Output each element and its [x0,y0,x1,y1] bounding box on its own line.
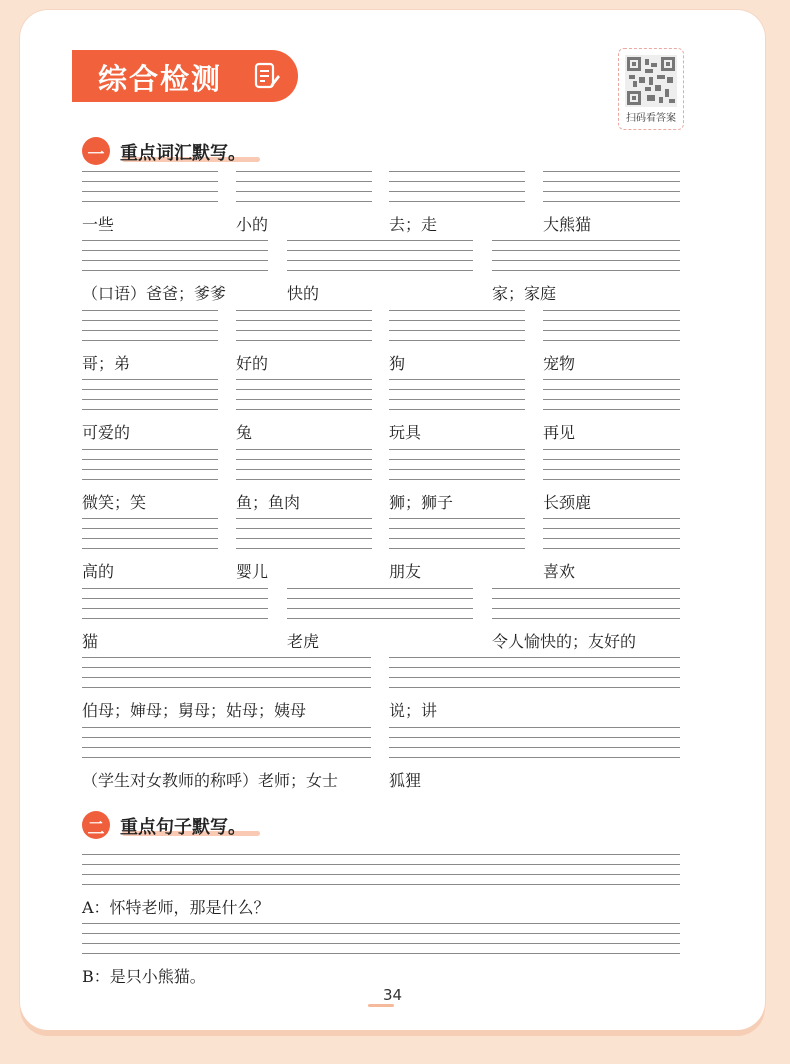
writing-line [389,479,525,480]
writing-line [82,923,680,924]
writing-line [389,449,525,450]
word-label: 猫 [82,632,99,651]
word-label: 朋友 [389,562,422,581]
section-1-heading [82,135,322,167]
writing-line [389,757,680,758]
writing-line [82,747,371,748]
writing-line [543,389,680,390]
writing-line [82,953,680,954]
writing-line [236,479,372,480]
writing-line [389,389,525,390]
writing-line [287,240,473,241]
writing-line [82,528,218,529]
word-label: 狮；狮子 [389,493,454,512]
writing-line [236,548,372,549]
writing-line [82,548,218,549]
writing-line [543,379,680,380]
writing-line [389,737,680,738]
writing-line [82,933,680,934]
writing-line [543,469,680,470]
writing-line [543,528,680,529]
writing-line [236,469,372,470]
writing-line [82,181,218,182]
writing-line [82,618,268,619]
writing-line [82,389,218,390]
writing-line [389,677,680,678]
word-label: （学生对女教师的称呼）老师；女士 [82,771,339,790]
writing-line [492,598,680,599]
writing-line [236,340,372,341]
writing-line [492,250,680,251]
writing-line [82,250,268,251]
writing-line [236,330,372,331]
writing-line [389,469,525,470]
writing-line [82,657,371,658]
word-label: 狐狸 [389,771,422,790]
writing-line [82,727,371,728]
writing-line [236,181,372,182]
writing-line [236,201,372,202]
writing-line [236,320,372,321]
writing-line [236,459,372,460]
writing-line [236,310,372,311]
word-label: 鱼；鱼肉 [236,493,301,512]
section-number: 一 [87,145,105,165]
writing-line [82,409,218,410]
writing-line [543,479,680,480]
writing-line [389,459,525,460]
word-label: 去；走 [389,215,438,234]
writing-line [82,201,218,202]
writing-line [389,528,525,529]
word-label: 可爱的 [82,423,131,442]
writing-line [82,469,218,470]
writing-line [492,270,680,271]
writing-line [82,608,268,609]
writing-line [236,389,372,390]
word-label: 婴儿 [236,562,269,581]
writing-line [287,608,473,609]
writing-line [82,667,371,668]
word-label: 好的 [236,354,269,373]
writing-line [287,270,473,271]
writing-line [389,687,680,688]
writing-line [543,399,680,400]
section-number: 二 [87,819,105,839]
writing-line [82,737,371,738]
writing-line [389,409,525,410]
writing-line [82,330,218,331]
writing-line [236,409,372,410]
writing-line [82,518,218,519]
worksheet-page [20,10,765,1030]
writing-line [543,171,680,172]
writing-line [287,260,473,261]
page-number-highlight [368,1004,394,1007]
writing-line [82,598,268,599]
page-title: 综合检测 [98,62,223,96]
writing-line [236,171,372,172]
writing-line [389,747,680,748]
writing-line [82,884,680,885]
writing-line [82,687,371,688]
word-label: 老虎 [287,632,320,651]
writing-line [389,538,525,539]
word-label: 大熊猫 [543,215,592,234]
writing-line [389,727,680,728]
writing-line [389,181,525,182]
writing-line [82,874,680,875]
writing-line [236,379,372,380]
writing-line [287,588,473,589]
writing-line [389,518,525,519]
word-label: 喜欢 [543,562,576,581]
word-label: 微笑；笑 [82,493,147,512]
qr-caption: 扫码看答案 [626,113,676,124]
writing-line [287,618,473,619]
word-label: 令人愉快的；友好的 [492,632,637,651]
word-label: 高的 [82,562,115,581]
word-label: 快的 [287,284,320,303]
writing-line [492,260,680,261]
writing-line [82,757,371,758]
writing-line [82,340,218,341]
writing-line [82,449,218,450]
writing-line [389,667,680,668]
page-number: 34 [382,986,403,1004]
section-2-heading [82,809,322,841]
sentence-label: A：怀特老师，那是什么？ [82,898,270,917]
writing-line [492,608,680,609]
writing-line [543,518,680,519]
writing-line [236,528,372,529]
word-label: 说；讲 [389,701,438,720]
qr-code-box[interactable] [618,48,684,130]
writing-line [543,310,680,311]
word-label: 狗 [389,354,406,373]
word-label: 再见 [543,423,576,442]
sentence-label: B：是只小熊猫。 [82,967,206,986]
writing-line [82,399,218,400]
writing-line [82,864,680,865]
writing-line [492,240,680,241]
section-badge [82,811,110,839]
writing-line [543,320,680,321]
writing-line [236,518,372,519]
word-label: 一些 [82,215,115,234]
writing-line [543,538,680,539]
writing-line [389,171,525,172]
writing-line [82,677,371,678]
writing-line [82,171,218,172]
writing-line [82,260,268,261]
writing-line [543,181,680,182]
writing-line [82,270,268,271]
word-label: 伯母；婶母；舅母；姑母；姨母 [82,701,307,720]
writing-line [389,201,525,202]
writing-line [82,320,218,321]
word-label: 玩具 [389,423,422,442]
writing-line [82,240,268,241]
writing-line [82,459,218,460]
writing-line [82,379,218,380]
notepad-pencil-icon [254,62,280,90]
writing-line [543,409,680,410]
writing-line [82,479,218,480]
writing-line [389,379,525,380]
writing-line [389,330,525,331]
writing-line [389,399,525,400]
writing-line [236,191,372,192]
writing-line [389,548,525,549]
writing-line [543,449,680,450]
word-label: 长颈鹿 [543,493,592,512]
writing-line [389,340,525,341]
writing-line [236,538,372,539]
writing-line [236,449,372,450]
writing-line [543,548,680,549]
writing-line [82,854,680,855]
writing-line [389,320,525,321]
word-label: 兔 [236,423,253,442]
writing-line [287,598,473,599]
writing-line [82,191,218,192]
writing-line [492,618,680,619]
word-label: 小的 [236,215,269,234]
writing-line [82,310,218,311]
word-label: 哥；弟 [82,354,131,373]
section-badge [82,137,110,165]
writing-line [389,191,525,192]
section-title: 重点词汇默写。 [120,143,246,164]
writing-line [82,538,218,539]
section-title: 重点句子默写。 [120,817,246,838]
writing-line [543,201,680,202]
writing-line [543,330,680,331]
writing-line [543,191,680,192]
writing-line [492,588,680,589]
writing-line [389,310,525,311]
writing-line [543,340,680,341]
qr-code-icon[interactable] [625,55,677,107]
header-banner [72,50,298,102]
word-label: 宠物 [543,354,576,373]
word-label: 家；家庭 [492,284,557,303]
writing-line [543,459,680,460]
word-label: （口语）爸爸；爹爹 [82,284,227,303]
writing-line [82,943,680,944]
writing-line [287,250,473,251]
writing-line [389,657,680,658]
writing-line [82,588,268,589]
writing-line [236,399,372,400]
